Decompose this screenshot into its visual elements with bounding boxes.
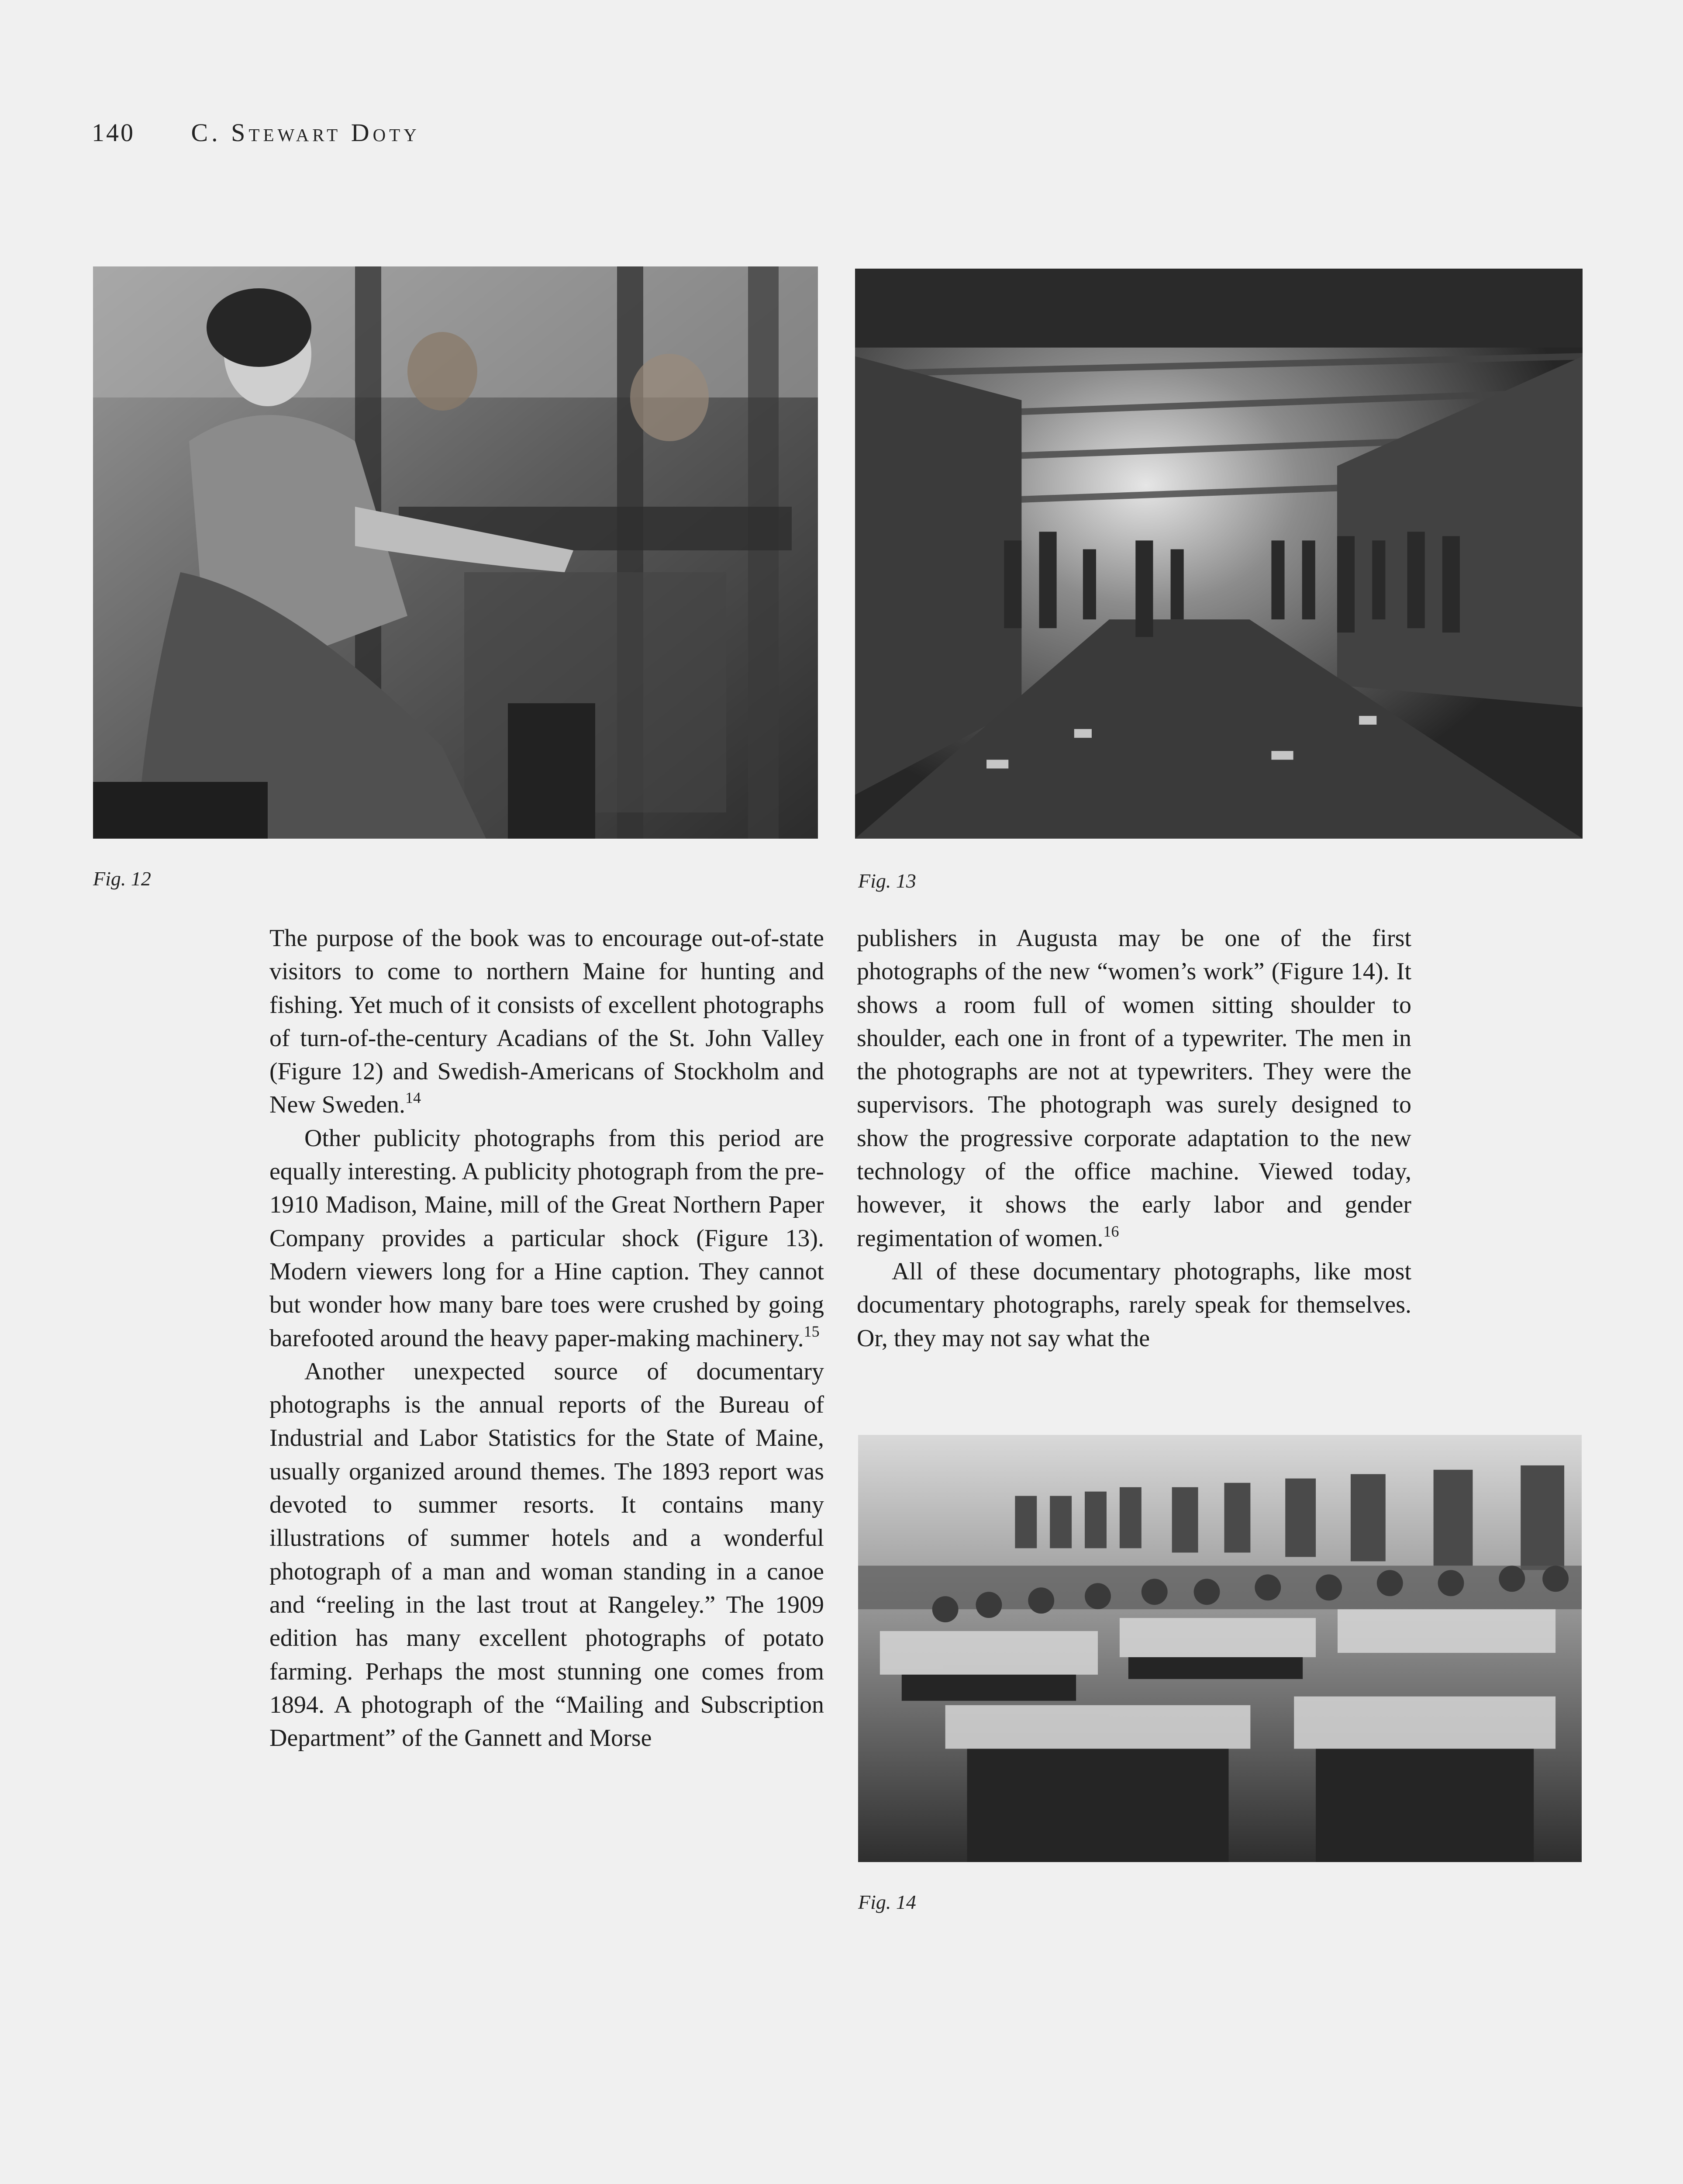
figure-14-caption: Fig. 14: [858, 1891, 916, 1913]
running-head: [92, 118, 420, 147]
figure-13-caption: Fig. 13: [858, 870, 916, 892]
paragraph-text: publishers in Augusta may be one of the first photographs of the new “women’s work” (Figure 14). It shows a room full of women sitting shoulder to shoulder, each one in front of a typewriter. The men in the photographs are not at typewriters. They were the supervisors. The photograph was surely designed to show the progressive corporate adaptation to the new technology of the office machine. Viewed today, however, it shows the early labor and gender regimentation of women.: [857, 925, 1411, 1252]
paragraph: [269, 922, 824, 1122]
left-text-column: [269, 922, 824, 1755]
paragraph: [857, 1255, 1411, 1355]
paragraph-text: All of these documentary photographs, like most documentary photographs, rarely speak for themselves. Or, they may not say what the: [857, 1258, 1411, 1352]
paragraph-text: Another unexpected source of documentary photographs is the annual reports of the Bureau of Industrial and Labor Statistics for the State of Maine, usually organized around themes. The 1893 report was devoted to summer resorts. It contains many illustrations of summer hotels and a wonderful photograph of a man and woman standing in a canoe and “reeling in the last trout at Rangeley.” The 1909 edition has many excellent photographs of potato farming. Perhaps the most stunning one comes from 1894. A photograph of the “Mailing and Subscription Department” of the Gannett and Morse: [269, 1358, 824, 1752]
page-number: 140: [92, 118, 135, 147]
paragraph-text: The purpose of the book was to encourage out-of-state visitors to come to northern Maine for hunting and fishing. Yet much of it consists of excellent photographs of turn-of-the-century Acadians of the St. John Valley (Figure 12) and Swedish-Americans of Stockholm and New Sweden.: [269, 925, 824, 1119]
footnote-ref: 15: [804, 1322, 820, 1340]
figure-14-office-photo: [858, 1435, 1582, 1862]
figure-13-paper-mill-photo: [855, 269, 1583, 839]
paragraph: [269, 1355, 824, 1755]
footnote-ref: 16: [1103, 1222, 1119, 1240]
paragraph: [857, 922, 1411, 1255]
paragraph-text: Other publicity photographs from this period are equally interesting. A publicity photograph from the pre-1910 Madison, Maine, mill of the Great Northern Paper Company provides a particular shock (Figure 13). Modern viewers long for a Hine caption. They cannot but wonder how many bare toes were crushed by going barefooted around the heavy paper-making machinery.: [269, 1124, 824, 1352]
right-text-column: [857, 922, 1411, 1355]
figure-12-caption: Fig. 12: [93, 867, 151, 890]
footnote-ref: 14: [405, 1089, 421, 1107]
running-head-author: C. Stewart Doty: [191, 118, 420, 147]
paragraph: [269, 1122, 824, 1355]
figure-12-loom-photo: [93, 266, 818, 839]
